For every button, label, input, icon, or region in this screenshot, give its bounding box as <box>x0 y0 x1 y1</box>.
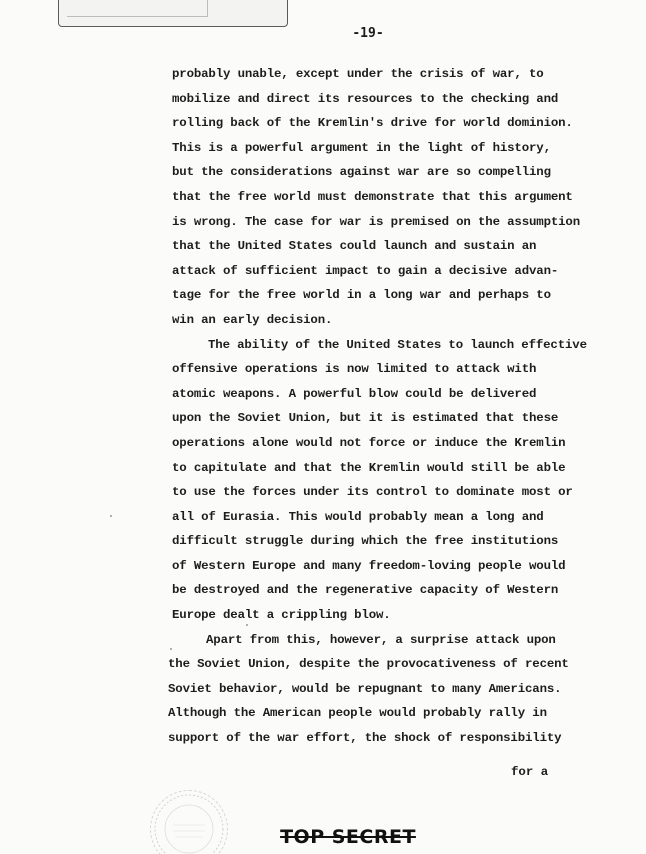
paper-speck <box>170 648 172 650</box>
text-line: upon the Soviet Union, but it is estimated that these <box>172 411 559 426</box>
text-line: all of Eurasia. This would probably mean a long and <box>172 509 544 524</box>
text-line: but the considerations against war are so compelling <box>172 165 551 180</box>
classification-text: TOP SECRET <box>280 826 416 848</box>
text-line: to capitulate and that the Kremlin would still be able <box>172 460 566 475</box>
paragraph-start-line: Apart from this, however, a surprise attack upon <box>206 632 556 647</box>
taped-paper-remnant <box>58 0 288 27</box>
classification-marking <box>0 826 646 848</box>
page-number: -19- <box>352 26 384 41</box>
body-text <box>168 62 602 751</box>
text-line: the Soviet Union, despite the provocativeness of recent <box>168 657 569 672</box>
text-line: This is a powerful argument in the light of history, <box>172 140 551 155</box>
text-line: attack of sufficient impact to gain a decisive advan- <box>172 263 559 278</box>
text-line: that the United States could launch and sustain an <box>172 239 537 254</box>
text-line: be destroyed and the regenerative capacity of Western <box>172 583 559 598</box>
text-line: Although the American people would probably rally in <box>168 706 547 721</box>
text-line: that the free world must demonstrate that this argument <box>172 189 573 204</box>
text-line: Europe dealt a crippling blow. <box>172 608 391 623</box>
text-line: support of the war effort, the shock of responsibility <box>168 731 562 746</box>
continuation-catchword: for a <box>511 765 549 779</box>
text-line: rolling back of the Kremlin's drive for world dominion. <box>172 116 573 131</box>
paper-speck <box>246 624 248 626</box>
paper-speck <box>110 515 112 517</box>
text-line: win an early decision. <box>172 312 333 327</box>
text-line: probably unable, except under the crisis of war, to <box>172 67 544 81</box>
text-line: operations alone would not force or induce the Kremlin <box>172 435 566 450</box>
text-line: Soviet behavior, would be repugnant to many Americans. <box>168 681 562 696</box>
text-line: of Western Europe and many freedom-loving people would <box>172 558 566 573</box>
text-line: offensive operations is now limited to attack with <box>172 362 537 377</box>
text-line: to use the forces under its control to dominate most or <box>172 485 573 500</box>
text-line: atomic weapons. A powerful blow could be delivered <box>172 386 537 401</box>
text-line: is wrong. The case for war is premised on the assumption <box>172 214 580 229</box>
paragraph-start-line: The ability of the United States to launch effective <box>208 337 587 352</box>
text-line: tage for the free world in a long war and perhaps to <box>172 288 551 303</box>
text-line: difficult struggle during which the free institutions <box>172 534 559 549</box>
tape-fold <box>67 0 208 17</box>
text-line: mobilize and direct its resources to the checking and <box>172 91 559 106</box>
